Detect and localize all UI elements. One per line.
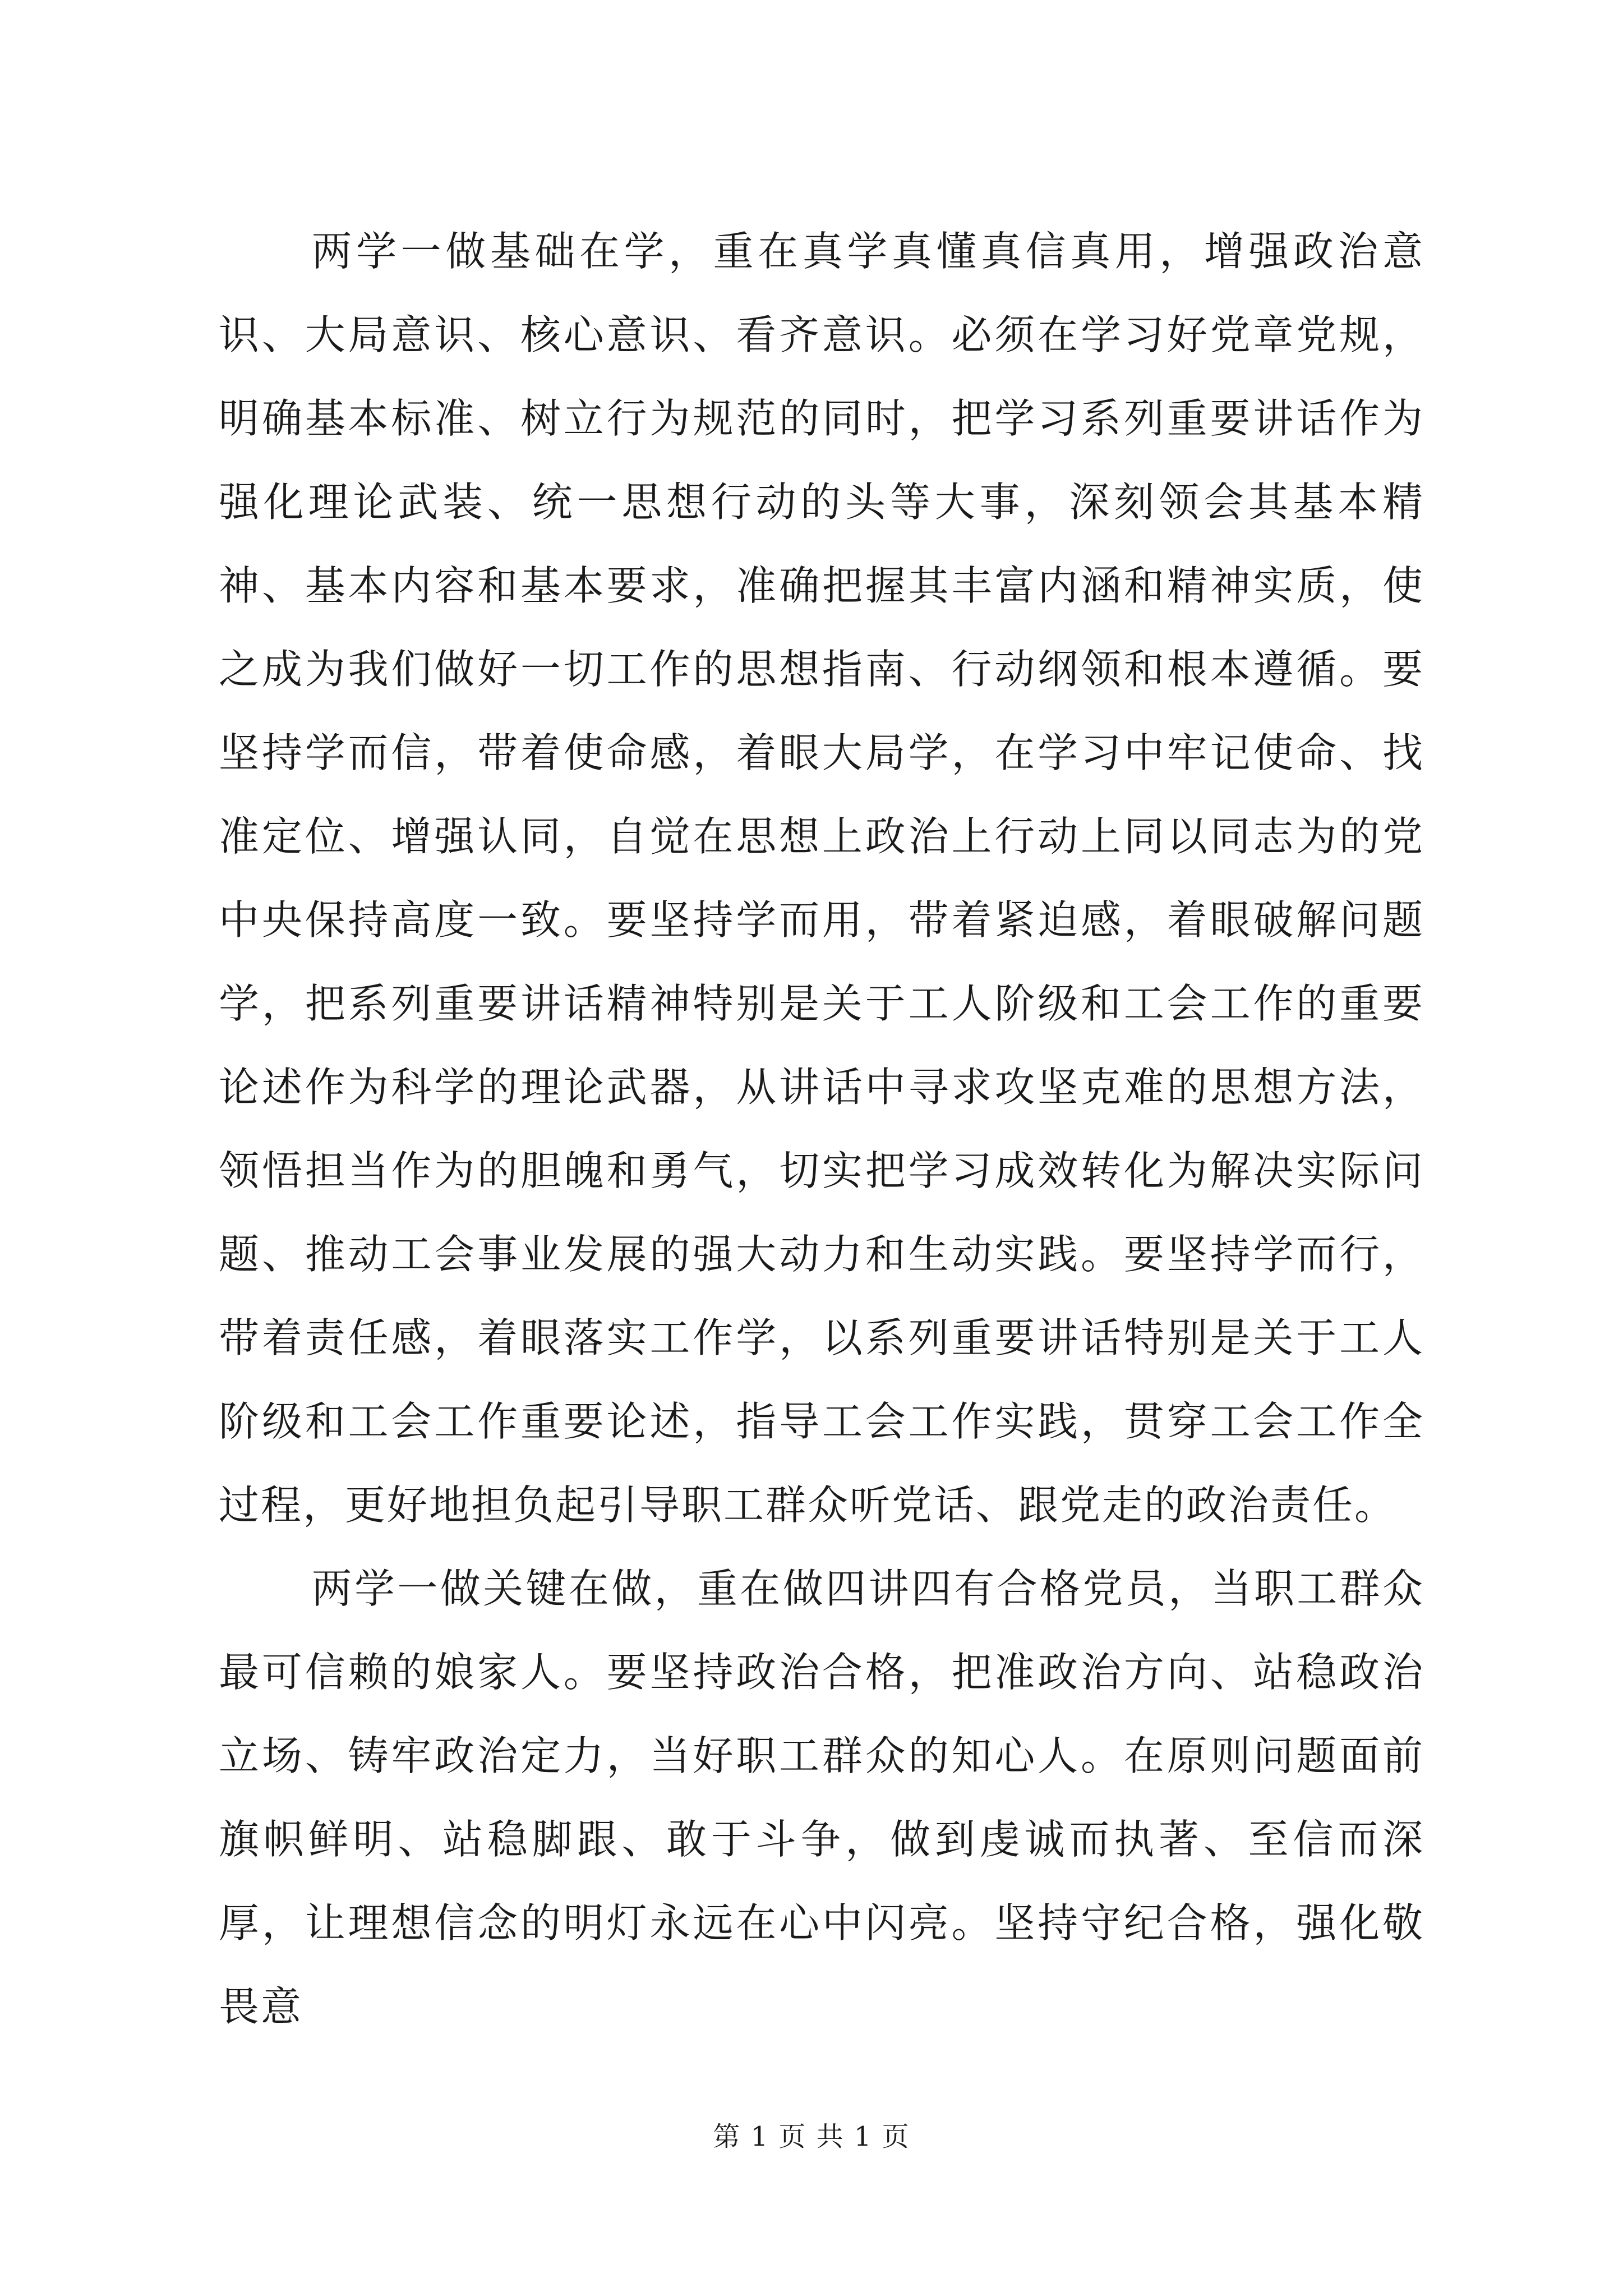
page-footer: 第 1 页 共 1 页	[713, 2121, 910, 2152]
paragraph-2: 两学一做关键在做，重在做四讲四有合格党员，当职工群众最可信赖的娘家人。要坚持政治合格，把准政治方向、站稳政治立场、铸牢政治定力，当好职工群众的知心人。在原则问题面前旗帜鲜明、站稳脚跟、敢于斗争，做到虔诚而执著、至信而深厚，让理想信念的明灯永远在心中闪亮。坚持守纪合格，强化敬畏意	[219, 1565, 1424, 2030]
document-body	[219, 210, 1424, 2049]
paragraph-1: 两学一做基础在学，重在真学真懂真信真用，增强政治意识、大局意识、核心意识、看齐意识。必须在学习好党章党规，明确基本标准、树立行为规范的同时，把学习系列重要讲话作为强化理论武装、统一思想行动的头等大事，深刻领会其基本精神、基本内容和基本要求，准确把握其丰富内涵和精神实质，使之成为我们做好一切工作的思想指南、行动纲领和根本遵循。要坚持学而信，带着使命感，着眼大局学，在学习中牢记使命、找准定位、增强认同，自觉在思想上政治上行动上同以同志为的党中央保持高度一致。要坚持学而用，带着紧迫感，着眼破解问题学，把系列重要讲话精神特别是关于工人阶级和工会工作的重要论述作为科学的理论武器，从讲话中寻求攻坚克难的思想方法，领悟担当作为的胆魄和勇气，切实把学习成效转化为解决实际问题、推动工会事业发展的强大动力和生动实践。要坚持学而行，带着责任感，着眼落实工作学，以系列重要讲话特别是关于工人阶级和工会工作重要论述，指导工会工作实践，贯穿工会工作全过程，更好地担负起引导职工群众听党话、跟党走的政治责任。	[219, 228, 1424, 1529]
